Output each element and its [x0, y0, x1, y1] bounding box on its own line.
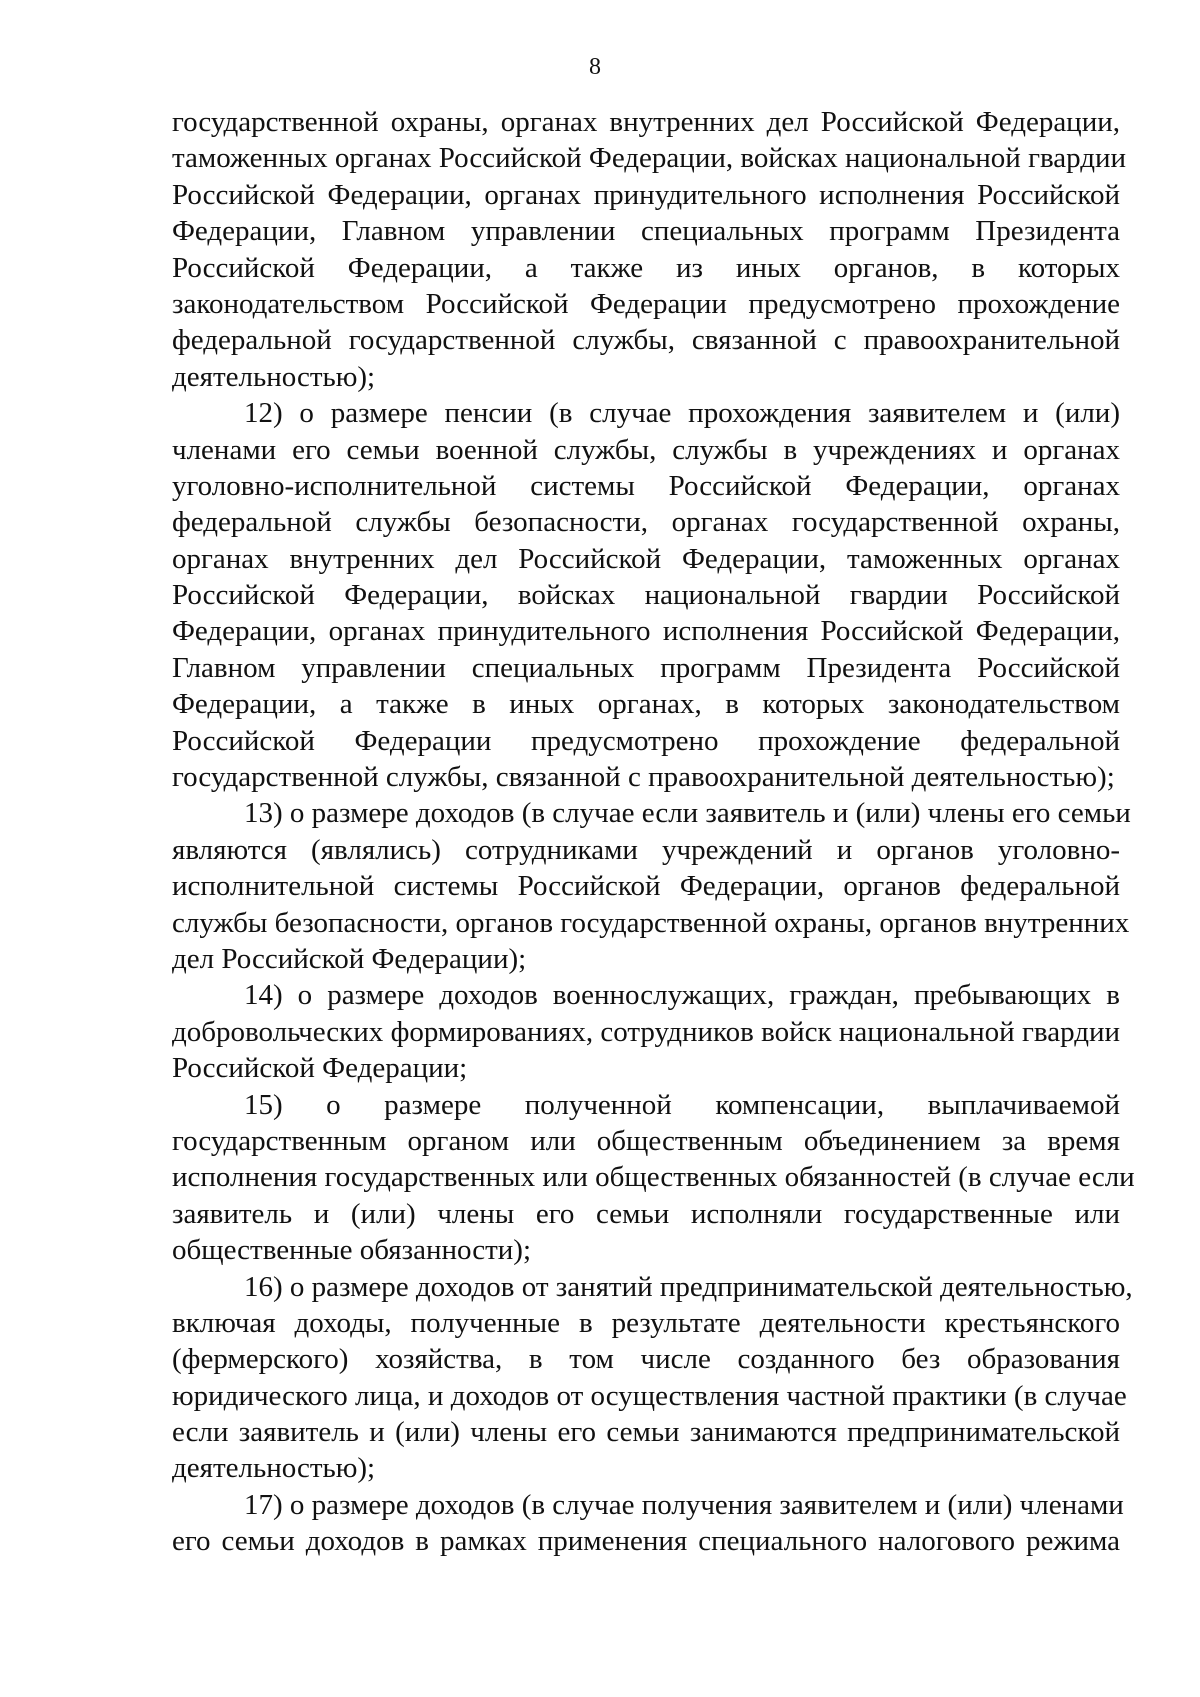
text-line: дел Российской Федерации); [172, 942, 527, 975]
text-line: органах внутренних дел Российской Федерации, таможенных органах [172, 542, 1120, 575]
list-item-17 [172, 1487, 1124, 1560]
list-item-14 [172, 977, 1120, 1086]
text-line: общественные обязанности); [172, 1234, 532, 1267]
text-line: исполнительной системы Российской Федерации, органов федеральной [172, 870, 1120, 903]
text-line: деятельностью); [172, 1452, 376, 1485]
text-line: Российской Федерации, войсках национальной гвардии Российской [172, 579, 1120, 612]
text-line: 17) о размере доходов (в случае получения заявителем и (или) членами [244, 1488, 1124, 1521]
text-line: Российской Федерации, органах принудительного исполнения Российской [172, 178, 1120, 211]
document-body [172, 104, 1135, 1560]
text-line: Российской Федерации предусмотрено прохождение федеральной [172, 724, 1120, 757]
text-line: его семьи доходов в рамках применения специального налогового режима [172, 1525, 1120, 1558]
text-line: 15) о размере полученной компенсации, выплачиваемой [244, 1088, 1120, 1121]
text-line: таможенных органах Российской Федерации, войсках национальной гвардии [172, 142, 1127, 175]
text-line: 12) о размере пенсии (в случае прохождения заявителем и (или) [244, 397, 1120, 430]
list-item-13 [172, 795, 1131, 977]
text-line: включая доходы, полученные в результате деятельности крестьянского [172, 1306, 1120, 1339]
text-line: Российской Федерации, а также из иных органов, в которых [172, 251, 1120, 284]
text-line: федеральной государственной службы, связанной с правоохранительной [172, 324, 1120, 357]
text-line: 14) о размере доходов военнослужащих, граждан, пребывающих в [244, 979, 1120, 1012]
text-line: государственным органом или общественным объединением за время [172, 1124, 1120, 1157]
text-line: если заявитель и (или) члены его семьи занимаются предпринимательской [172, 1416, 1120, 1449]
text-line: федеральной службы безопасности, органах государственной охраны, [172, 506, 1120, 539]
text-line: являются (являлись) сотрудниками учреждений и органов уголовно- [172, 833, 1120, 866]
text-line: деятельностью); [172, 360, 376, 393]
page-number: 8 [589, 54, 601, 80]
text-line: Федерации, органах принудительного исполнения Российской Федерации, [172, 615, 1120, 648]
text-line: юридического лица, и доходов от осуществления частной практики (в случае [172, 1379, 1127, 1412]
list-item-15 [172, 1087, 1135, 1269]
text-line: Российской Федерации; [172, 1052, 468, 1085]
text-line: исполнения государственных или общественных обязанностей (в случае если [172, 1161, 1135, 1194]
text-line: добровольческих формированиях, сотрудников войск национальной гвардии [172, 1015, 1120, 1048]
text-line: законодательством Российской Федерации предусмотрено прохождение [172, 287, 1120, 320]
text-line: Главном управлении специальных программ Президента Российской [172, 651, 1120, 684]
text-line: (фермерского) хозяйства, в том числе созданного без образования [172, 1343, 1120, 1376]
text-line: 13) о размере доходов (в случае если заявитель и (или) члены его семьи [244, 797, 1131, 830]
text-line: 16) о размере доходов от занятий предпринимательской деятельностью, [244, 1270, 1133, 1303]
text-line: государственной службы, связанной с правоохранительной деятельностью); [172, 761, 1115, 794]
list-item-12 [172, 395, 1120, 795]
text-line: государственной охраны, органах внутренних дел Российской Федерации, [172, 106, 1120, 138]
text-line: Федерации, а также в иных органах, в которых законодательством [172, 688, 1120, 721]
text-line: Федерации, Главном управлении специальных программ Президента [172, 215, 1120, 248]
text-line: членами его семьи военной службы, службы в учреждениях и органах [172, 433, 1120, 466]
text-line: уголовно-исполнительной системы Российской Федерации, органах [172, 469, 1120, 502]
text-line: службы безопасности, органов государственной охраны, органов внутренних [172, 906, 1130, 939]
paragraph-continuation [172, 104, 1127, 395]
text-line: заявитель и (или) члены его семьи исполняли государственные или [172, 1197, 1120, 1230]
list-item-16 [172, 1269, 1133, 1487]
